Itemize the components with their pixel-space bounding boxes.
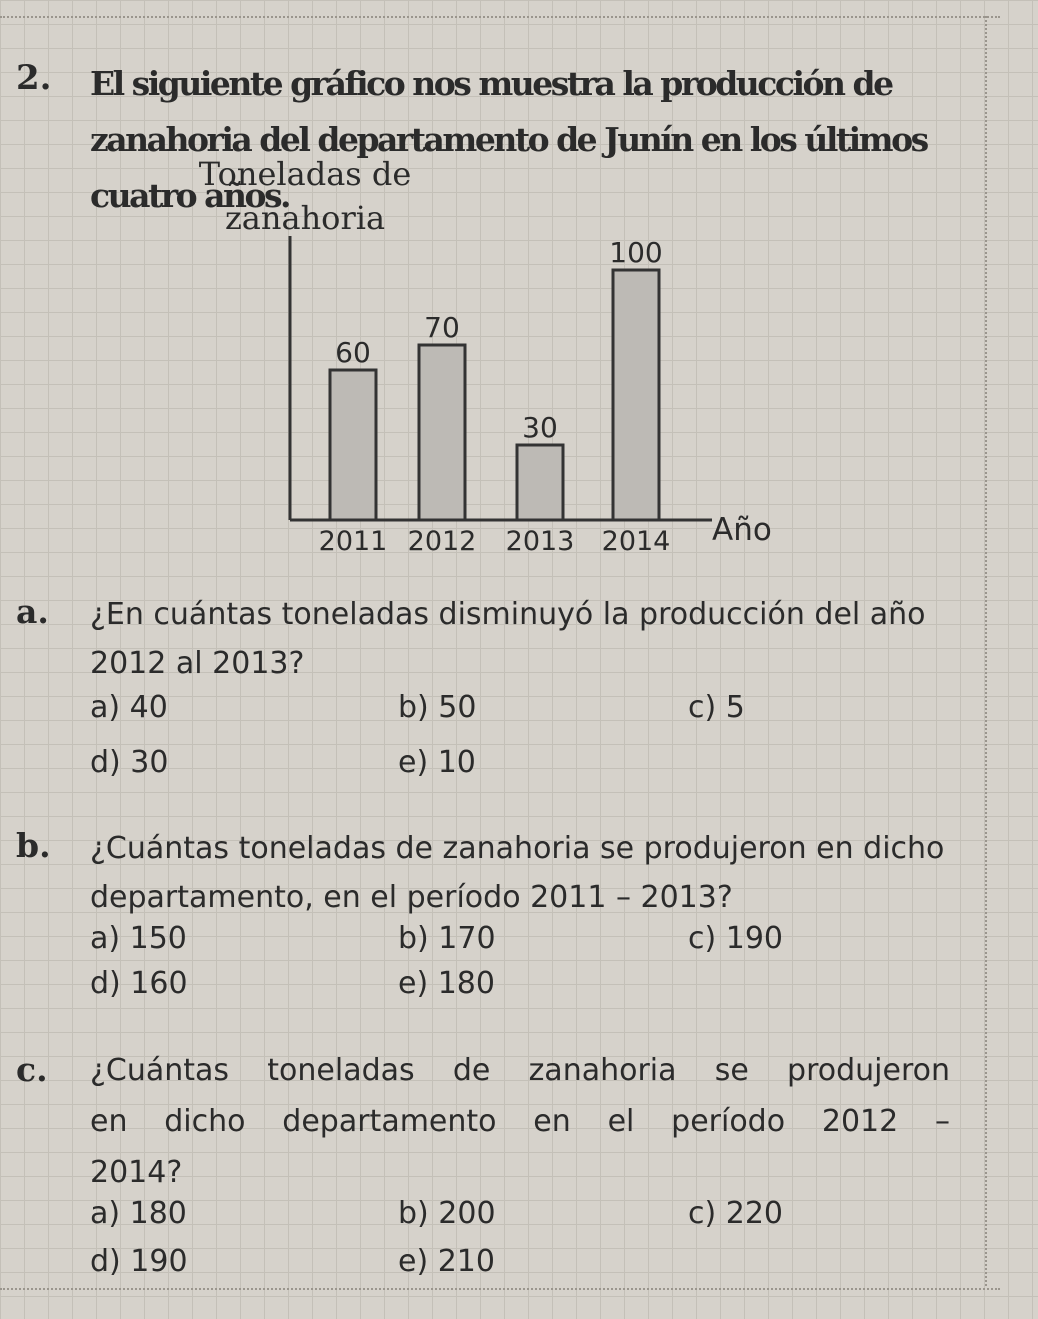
part-a-option-c[interactable]: c) 5 — [688, 690, 745, 725]
part-c-option-a[interactable]: a) 180 — [90, 1196, 187, 1231]
bar-value-label-2013: 30 — [522, 411, 558, 444]
x-tick-2013: 2013 — [505, 526, 575, 557]
question-text: El siguiente gráfico nos muestra la producción de zanahoria del departamento de Junín en los últimos cuatro años. — [90, 64, 927, 215]
part-c-question-line-3: 2014? — [90, 1155, 183, 1190]
bar-chart — [0, 0, 1038, 600]
part-c-option-b[interactable]: b) 200 — [398, 1196, 496, 1231]
x-tick-2011: 2011 — [318, 526, 388, 557]
bar-2014 — [613, 270, 659, 520]
part-c-question-line-2: en dicho departamento en el período 2012 – — [90, 1104, 950, 1139]
question-number: 2. — [16, 58, 52, 98]
part-a-option-b[interactable]: b) 50 — [398, 690, 477, 725]
part-b-option-b[interactable]: b) 170 — [398, 921, 496, 956]
bar-group — [330, 270, 659, 520]
bar-2013 — [517, 445, 563, 520]
page-border-bottom — [0, 1288, 1000, 1290]
part-a-question: ¿En cuántas toneladas disminuyó la producción del año 2012 al 2013? — [90, 597, 926, 681]
part-b-label: b. — [16, 826, 51, 865]
bar-2012 — [419, 345, 465, 520]
part-c-label: c. — [16, 1050, 48, 1089]
part-a-option-e[interactable]: e) 10 — [398, 745, 476, 780]
bar-value-label-2012: 70 — [424, 311, 460, 344]
part-a-option-d[interactable]: d) 30 — [90, 745, 169, 780]
x-axis-title: Año — [712, 512, 772, 548]
x-tick-2012: 2012 — [407, 526, 477, 557]
part-b-option-d[interactable]: d) 160 — [90, 966, 188, 1001]
part-b-option-c[interactable]: c) 190 — [688, 921, 783, 956]
part-c-question-line-1: ¿Cuántas toneladas de zanahoria se produjeron — [90, 1053, 950, 1088]
part-b-option-a[interactable]: a) 150 — [90, 921, 187, 956]
part-c-option-d[interactable]: d) 190 — [90, 1244, 188, 1279]
part-a-label: a. — [16, 592, 49, 631]
part-b-question: ¿Cuántas toneladas de zanahoria se produjeron en dicho departamento, en el período 2011 – 2013? — [90, 831, 945, 915]
part-c-option-c[interactable]: c) 220 — [688, 1196, 783, 1231]
bar-value-label-2014: 100 — [609, 236, 663, 269]
part-a-option-a[interactable]: a) 40 — [90, 690, 168, 725]
y-axis-title: Toneladas de zanahoria — [198, 155, 412, 237]
part-b-option-e[interactable]: e) 180 — [398, 966, 495, 1001]
x-tick-labels — [319, 526, 671, 557]
x-tick-2014: 2014 — [601, 526, 671, 557]
bar-2011 — [330, 370, 376, 520]
bar-value-label-2011: 60 — [335, 336, 371, 369]
part-c-option-e[interactable]: e) 210 — [398, 1244, 495, 1279]
